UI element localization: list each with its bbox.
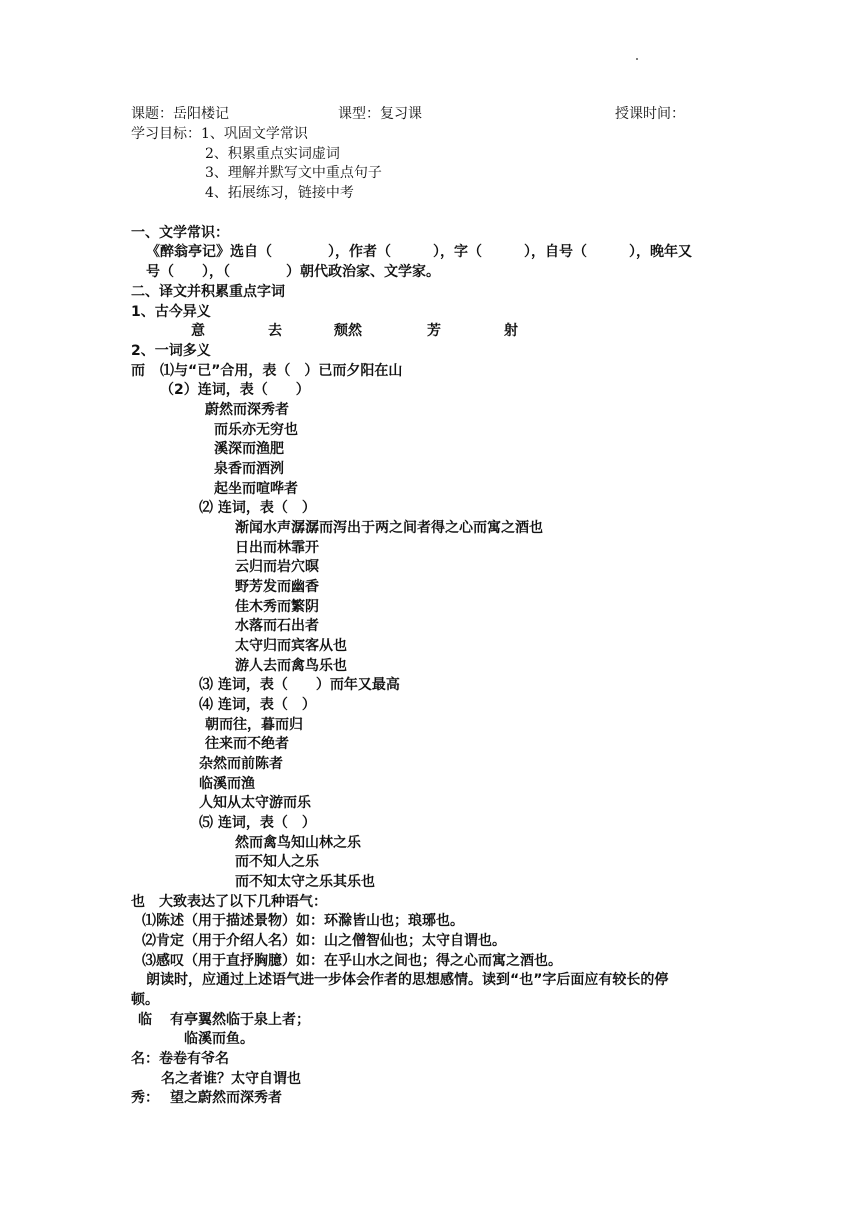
er-p2-item: 泉香而酒洌 — [214, 461, 284, 477]
er-p3-item: 渐闻水声潺潺而泻出于两之间者得之心而寓之酒也 — [235, 520, 543, 536]
er-p2-item: 蔚然而深秀者 — [205, 402, 289, 418]
lin-line-2: 临溪而鱼。 — [184, 1031, 254, 1047]
er-point-1: ⑴与“已”合用，表（ ）已而夕阳在山 — [160, 363, 403, 379]
ye-line-3: ⑶感叹（用于直抒胸臆）如：在乎山水之间也；得之心而寓之酒也。 — [142, 953, 562, 969]
xiu-line-1: 望之蔚然而深秀者 — [170, 1090, 282, 1106]
er-point-3: ⑵ 连词，表（ ） — [199, 500, 316, 516]
er-p3-item: 日出而林霏开 — [235, 540, 319, 556]
er-p5-item: 临溪而渔 — [199, 776, 255, 792]
section-2-title: 二、译文并积累重点字词 — [131, 284, 285, 300]
er-p3-item: 云归而岩穴暝 — [235, 559, 319, 575]
ming-line-2: 名之者谁？太守自谓也 — [161, 1071, 301, 1087]
er-head: 而 — [131, 363, 145, 379]
word-3: 颓然 — [334, 323, 362, 339]
lesson-topic: 课题：岳阳楼记 — [131, 106, 229, 122]
ming-line-1: 名：卷卷有爷名 — [131, 1051, 229, 1067]
word-2: 去 — [268, 323, 282, 339]
er-p3-item: 佳木秀而繁阴 — [235, 599, 319, 615]
er-p5-item: 杂然而前陈者 — [199, 756, 283, 772]
er-p6-item: 然而禽鸟知山林之乐 — [235, 835, 361, 851]
ye-line-1: ⑴陈述（用于描述景物）如：环滁皆山也；琅琊也。 — [142, 913, 464, 929]
goal-2: 2、积累重点实词虚词 — [205, 146, 340, 162]
ye-line-2: ⑵肯定（用于介绍人名）如：山之僧智仙也；太守自谓也。 — [142, 933, 506, 949]
subsection-ancient-modern: 1、古今异义 — [131, 304, 211, 320]
ye-head: 也 大致表达了以下几种语气： — [131, 894, 327, 910]
er-p3-item: 太守归而宾客从也 — [235, 638, 347, 654]
er-point-5: ⑷ 连词，表（ ） — [199, 697, 316, 713]
er-point-6: ⑸ 连词，表（ ） — [199, 815, 316, 831]
er-p3-item: 野芳发而幽香 — [235, 579, 319, 595]
goal-label: 学习目标：1、巩固文学常识 — [131, 126, 308, 142]
er-p3-item: 水落而石出者 — [235, 618, 319, 634]
lin-head: 临 — [138, 1012, 152, 1028]
er-p2-item: 而乐亦无穷也 — [214, 422, 298, 438]
er-p5-item: 人知从太守游而乐 — [199, 795, 311, 811]
literary-line-1: 《醉翁亭记》选自（ ），作者（ ），字（ ），自号（ ），晚年又 — [146, 244, 692, 260]
literary-line-2: 号（ ），（ ）朝代政治家、文学家。 — [146, 264, 440, 280]
word-4: 芳 — [427, 323, 441, 339]
page-dot — [636, 58, 638, 60]
er-p6-item: 而不知太守之乐其乐也 — [235, 874, 375, 890]
er-p2-item: 溪深而渔肥 — [214, 441, 284, 457]
word-5: 射 — [504, 323, 518, 339]
section-1-title: 一、文学常识： — [131, 225, 229, 241]
xiu-head: 秀： — [131, 1090, 159, 1106]
ye-line-5: 顿。 — [131, 992, 159, 1008]
word-1: 意 — [191, 323, 205, 339]
lesson-time: 授课时间： — [615, 106, 685, 122]
goal-3: 3、理解并默写文中重点句子 — [205, 165, 382, 181]
er-p5-item: 往来而不绝者 — [205, 736, 289, 752]
er-p6-item: 而不知人之乐 — [235, 854, 319, 870]
subsection-polysemy: 2、一词多义 — [131, 343, 211, 359]
er-p5-item: 朝而往，暮而归 — [205, 717, 303, 733]
er-point-4: ⑶ 连词，表（ ）而年又最高 — [199, 677, 400, 693]
ye-line-4: 朗读时，应通过上述语气进一步体会作者的思想感情。读到“也”字后面应有较长的停 — [146, 972, 669, 988]
goal-4: 4、拓展练习，链接中考 — [205, 185, 354, 201]
er-p3-item: 游人去而禽鸟乐也 — [235, 658, 347, 674]
lin-line-1: 有亭翼然临于泉上者； — [170, 1012, 310, 1028]
er-point-2: （2）连词，表（ ） — [160, 382, 310, 398]
lesson-type: 课型：复习课 — [338, 106, 422, 122]
er-p2-item: 起坐而喧哗者 — [214, 481, 298, 497]
